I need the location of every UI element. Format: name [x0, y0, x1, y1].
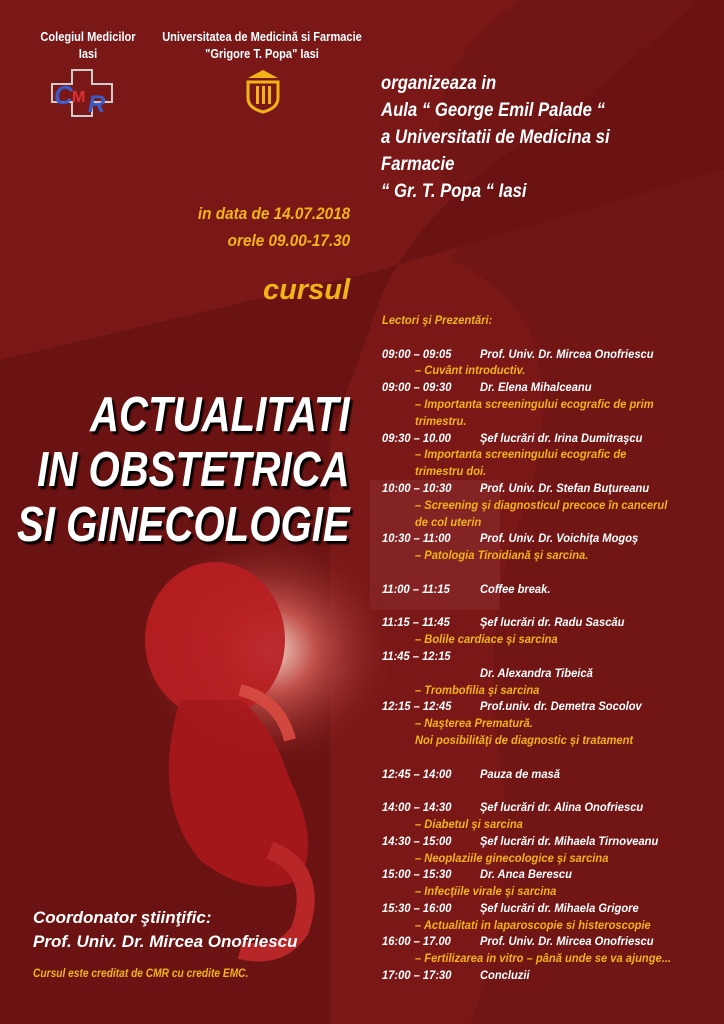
- spacer: [382, 783, 712, 800]
- coordinator-label: Coordonator ştiinţific:: [33, 908, 212, 927]
- session-topic: – Importanta screeningului ecografic de prim: [414, 398, 654, 411]
- session-header: [382, 800, 712, 817]
- session-topic: trimestru doi.: [414, 466, 487, 479]
- college-name-line: Iasi: [78, 46, 98, 61]
- session-header: [382, 615, 712, 632]
- session-header: [382, 867, 712, 884]
- session-topic: – Patologia Tiroidiană şi sarcina.: [414, 550, 589, 563]
- session-header: [382, 347, 712, 364]
- event-date: in data de 14.07.2018: [197, 204, 350, 223]
- session-time: 10:00 – 10:30: [382, 482, 452, 495]
- event-date-block: [198, 200, 350, 254]
- session-header: [382, 431, 712, 448]
- session-speaker: Şef lucrări dr. Radu Sascău: [479, 617, 625, 630]
- session-topic: de col uterin: [414, 516, 482, 529]
- organizer-line: Aula “ George Emil Palade “: [381, 100, 605, 121]
- session-header: [382, 934, 712, 951]
- session-time: 11:00 – 11:15: [382, 583, 450, 596]
- session-header: [382, 699, 712, 716]
- session-speaker: Prof. Univ. Dr. Mircea Onofriescu: [479, 348, 654, 361]
- svg-text:R: R: [88, 91, 106, 118]
- session-speaker: Şef lucrări dr. Alina Onofriescu: [479, 802, 644, 815]
- spacer: [382, 330, 712, 347]
- event-hours: orele 09.00-17.30: [227, 231, 350, 250]
- session-topic: – Trombofilia şi sarcina: [414, 684, 540, 697]
- session-time: 11:45 – 12:15: [382, 650, 451, 663]
- session-header: [382, 649, 712, 666]
- session-topic: Noi posibilităţi de diagnostic şi tratament: [414, 734, 634, 747]
- title-line: SI GINECOLOGIE: [17, 498, 350, 552]
- spacer: [382, 599, 712, 616]
- session-speaker: Prof. Univ. Dr. Stefan Buţureanu: [479, 482, 650, 495]
- college-name: [37, 28, 139, 62]
- session-topic: – Diabetul şi sarcina: [414, 818, 523, 831]
- session-speaker: Concluzii: [479, 970, 530, 983]
- session-speaker: Şef lucrări dr. Irina Dumitraşcu: [479, 432, 643, 445]
- session-time: 15:00 – 15:30: [382, 869, 452, 882]
- session-topic: – Neoplaziile ginecologice şi sarcina: [414, 852, 609, 865]
- session-time: 09:00 – 09:30: [382, 382, 452, 395]
- session-time: 14:00 – 14:30: [382, 802, 452, 815]
- session-topic: – Importanta screeningului ecografic de: [414, 449, 627, 462]
- session-time: 11:15 – 11:45: [382, 617, 450, 630]
- session-topic: trimestru.: [414, 415, 467, 428]
- session-header: [382, 834, 712, 851]
- session-speaker: Dr. Alexandra Tibeică: [479, 667, 593, 680]
- session-speaker: Pauza de masă: [479, 768, 560, 781]
- session-speaker: Coffee break.: [479, 583, 551, 596]
- session-topic: – Screening şi diagnosticul precoce în cancerul: [414, 499, 668, 512]
- session-topic: – Actualitati in laparoscopie si histeroscopie: [414, 919, 651, 932]
- session-speaker: Şef lucrări dr. Mihaela Tirnoveanu: [479, 835, 659, 848]
- session-speaker: Dr. Elena Mihalceanu: [479, 382, 592, 395]
- svg-text:M: M: [72, 89, 86, 106]
- session-header: [382, 380, 712, 397]
- course-title: [17, 388, 350, 553]
- session-speaker: Prof. Univ. Dr. Voichiţa Mogoş: [479, 533, 639, 546]
- session-time: 09:00 – 09:05: [382, 348, 452, 361]
- session-speaker: Prof.univ. dr. Demetra Socolov: [479, 701, 642, 714]
- svg-text:C: C: [54, 80, 73, 110]
- schedule: [382, 313, 712, 985]
- organizer-block: [381, 70, 683, 205]
- session-time: 12:45 – 14:00: [382, 768, 452, 781]
- session-time: 12:15 – 12:45: [382, 701, 452, 714]
- session-topic: – Fertilizarea in vitro – până unde se va ajunge...: [414, 953, 672, 966]
- session-topic: – Infecţiile virale şi sarcina: [414, 886, 557, 899]
- session-header: [382, 582, 712, 599]
- session-header: [382, 481, 712, 498]
- organizer-line: a Universitatii de Medicina si Farmacie: [381, 127, 610, 175]
- organizer-line: organizeaza in: [381, 73, 497, 94]
- session-topic: – Cuvânt introductiv.: [414, 365, 526, 378]
- session-topic: – Naşterea Prematură.: [414, 718, 533, 731]
- session-topic: – Bolile cardiace şi sarcina: [414, 634, 558, 647]
- session-time: 10:30 – 11:00: [382, 533, 451, 546]
- session-time: 15:30 – 16:00: [382, 902, 452, 915]
- spacer: [382, 750, 712, 767]
- schedule-heading: Lectori şi Prezentări:: [382, 315, 493, 327]
- session-time: 17:00 – 17:30: [382, 970, 452, 983]
- credit-note: Cursul este creditat de CMR cu credite EMC.: [33, 966, 249, 980]
- college-name-line: Colegiul Medicilor: [40, 29, 136, 44]
- university-name: [160, 28, 364, 62]
- cmr-logo: [50, 68, 116, 118]
- title-line: ACTUALITATI: [90, 388, 351, 442]
- spacer: [382, 565, 712, 582]
- session-speaker: Şef lucrări dr. Mihaela Grigore: [479, 902, 639, 915]
- session-time: 09:30 – 10.00: [382, 432, 451, 445]
- coordinator-block: [33, 906, 298, 954]
- coordinator-name: Prof. Univ. Dr. Mircea Onofriescu: [33, 932, 298, 951]
- session-speaker: Prof. Univ. Dr. Mircea Onofriescu: [479, 936, 654, 949]
- university-name-line: "Grigore T. Popa" Iasi: [205, 46, 319, 61]
- session-speaker-line: [382, 666, 712, 683]
- session-time: 14:30 – 15:00: [382, 835, 452, 848]
- course-label: cursul: [262, 274, 350, 306]
- shield-columns-icon: [244, 68, 282, 114]
- session-header: [382, 531, 712, 548]
- session-header: [382, 901, 712, 918]
- session-speaker: Dr. Anca Berescu: [479, 869, 572, 882]
- title-line: IN OBSTETRICA: [37, 443, 350, 497]
- organizer-line: “ Gr. T. Popa “ Iasi: [381, 181, 527, 202]
- session-header: [382, 968, 712, 985]
- session-header: [382, 767, 712, 784]
- university-name-line: Universitatea de Medicină si Farmacie: [162, 29, 362, 44]
- session-time: 16:00 – 17.00: [382, 936, 451, 949]
